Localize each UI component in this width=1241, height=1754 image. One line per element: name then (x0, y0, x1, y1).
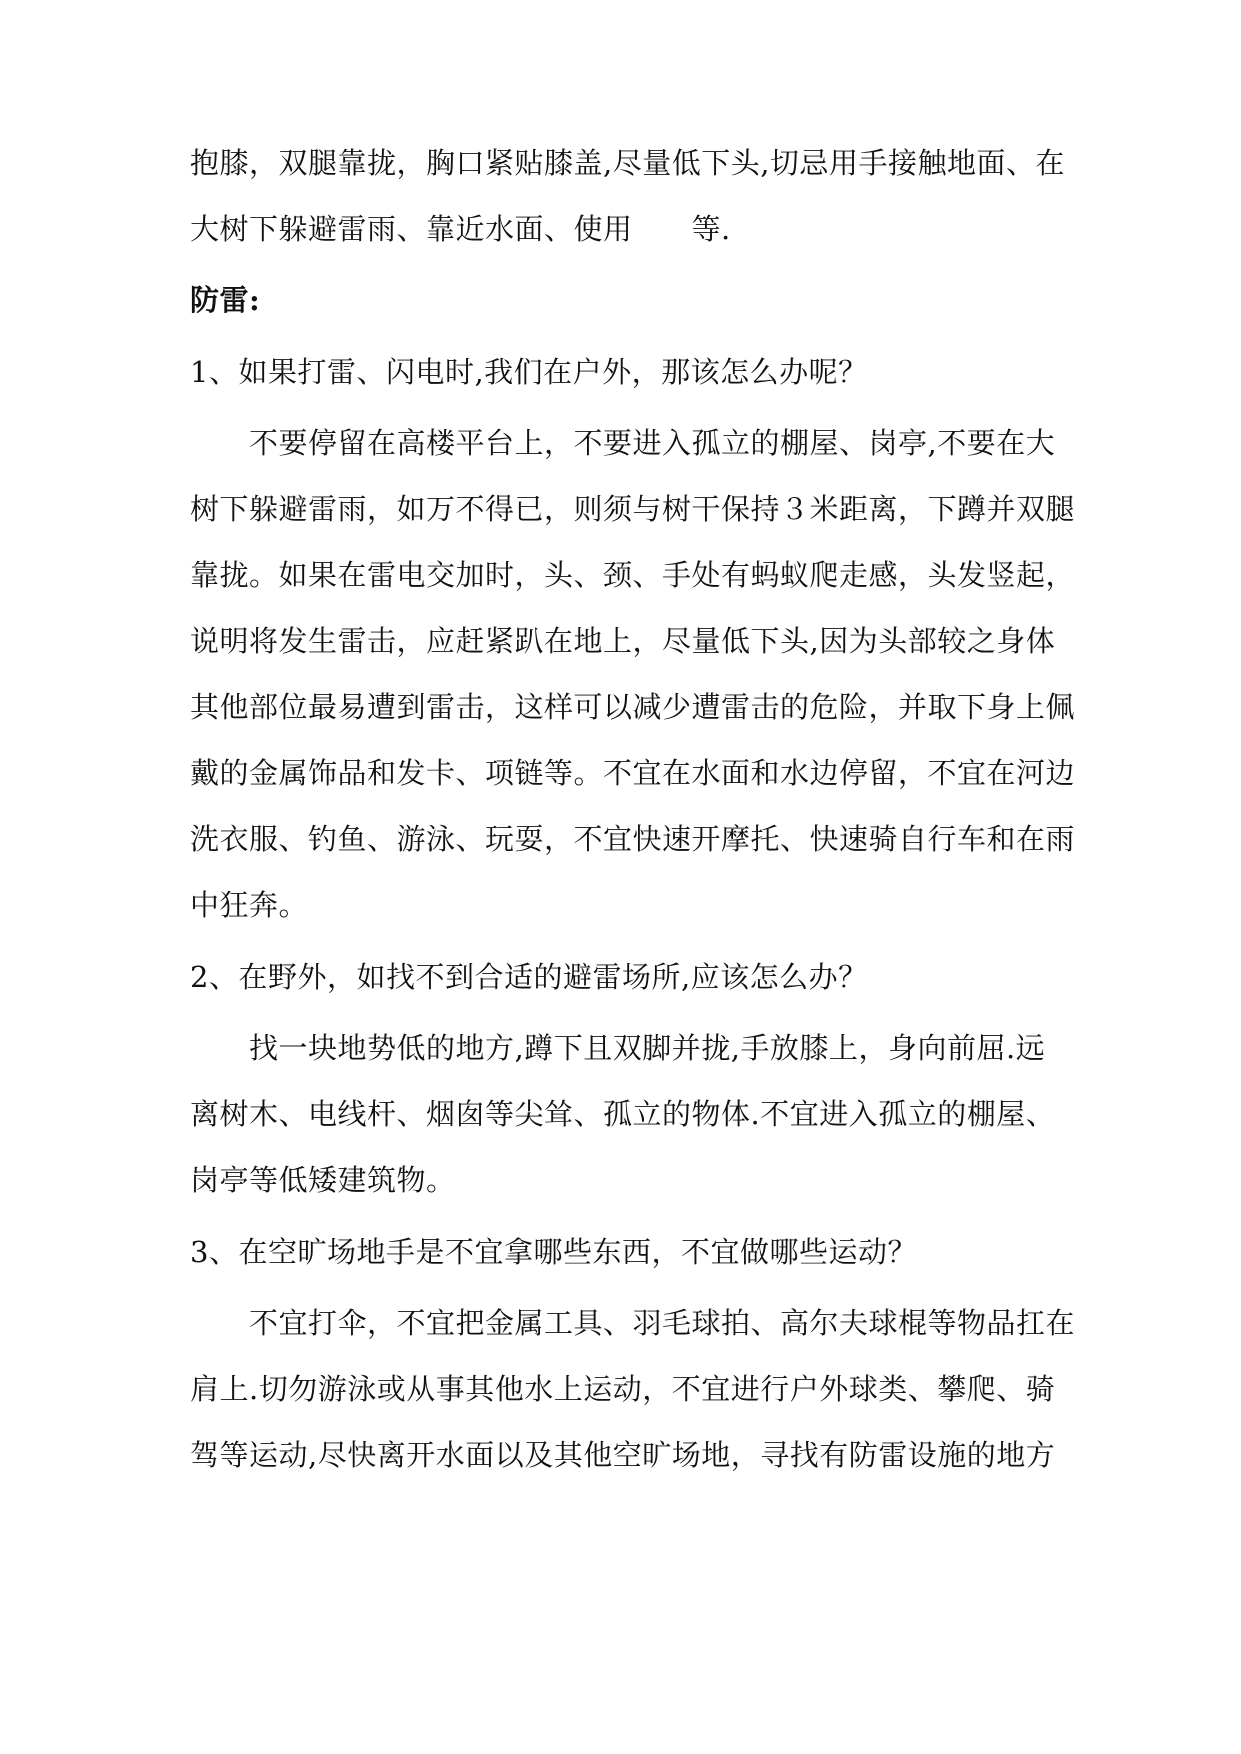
question-line: 3、在空旷场地手是不宜拿哪些东西，不宜做哪些运动？ (190, 1235, 917, 1269)
paragraph-line: 戴的金属饰品和发卡、项链等。不宜在水面和水边停留，不宜在河边 (190, 756, 1076, 790)
section-heading: 防雷: (190, 283, 261, 317)
paragraph-line: 不宜打伞，不宜把金属工具、羽毛球拍、高尔夫球棍等物品扛在 (190, 1306, 1076, 1340)
paragraph-line: 岗亭等低矮建筑物。 (190, 1163, 456, 1197)
paragraph-line: 大树下躲避雷雨、靠近水面、使用 等. (190, 212, 731, 246)
paragraph-line: 驾等运动,尽快离开水面以及其他空旷场地，寻找有防雷设施的地方 (190, 1438, 1056, 1472)
paragraph-line: 洗衣服、钓鱼、游泳、玩耍，不宜快速开摩托、快速骑自行车和在雨 (190, 822, 1076, 856)
paragraph-line: 不要停留在高楼平台上，不要进入孤立的棚屋、岗亭,不要在大 (190, 426, 1056, 460)
paragraph-line: 肩上.切勿游泳或从事其他水上运动，不宜进行户外球类、攀爬、骑 (190, 1372, 1056, 1406)
question-line: 1、如果打雷、闪电时,我们在户外，那该怎么办呢？ (190, 355, 868, 389)
paragraph-line: 说明将发生雷击，应赶紧趴在地上，尽量低下头,因为头部较之身体 (190, 624, 1056, 658)
paragraph-line: 离树木、电线杆、烟囱等尖耸、孤立的物体.不宜进入孤立的棚屋、 (190, 1097, 1056, 1131)
paragraph-line: 靠拢。如果在雷电交加时，头、颈、手处有蚂蚁爬走感，头发竖起， (190, 558, 1076, 592)
paragraph-line: 其他部位最易遭到雷击，这样可以减少遭雷击的危险，并取下身上佩 (190, 690, 1076, 724)
question-line: 2、在野外，如找不到合适的避雷场所,应该怎么办？ (190, 960, 868, 994)
paragraph-line: 抱膝，双腿靠拢，胸口紧贴膝盖,尽量低下头,切忌用手接触地面、在 (190, 146, 1065, 180)
paragraph-line: 中狂奔。 (190, 888, 309, 922)
paragraph-line: 找一块地势低的地方,蹲下且双脚并拢,手放膝上，身向前屈.远 (190, 1031, 1046, 1065)
paragraph-line: 树下躲避雷雨，如万不得已，则须与树干保持３米距离，下蹲并双腿 (190, 492, 1076, 526)
